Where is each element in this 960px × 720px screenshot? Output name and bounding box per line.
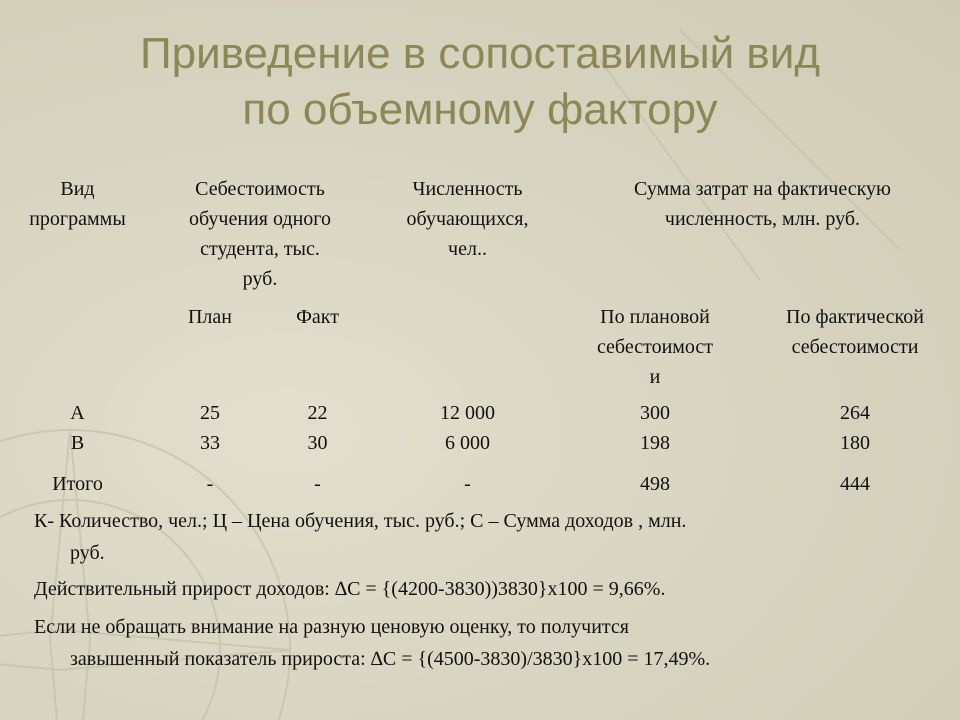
row-fact: 22 [307, 402, 328, 424]
row-type: А [70, 402, 85, 424]
total-sum-fact: 444 [840, 473, 870, 495]
subheader-by-fact-cost: По фактической себестоимости [786, 306, 924, 358]
total-count: - [464, 473, 471, 495]
total-label: Итого [52, 473, 103, 495]
header-student-count: Численность обучающихся, чел.. [406, 178, 529, 260]
title-line-1: Приведение в сопоставимый вид [139, 29, 821, 78]
row-fact: 30 [307, 432, 328, 454]
title-line-2: по объемному фактору [242, 85, 718, 134]
subheader-plan: План [187, 306, 232, 328]
row-sum-fact: 264 [840, 402, 870, 424]
row-count: 12 000 [440, 402, 495, 424]
actual-growth-formula: Действительный прирост доходов: ∆С = {(4200-3830))3830}х100 = 9,66%. [34, 578, 666, 600]
row-sum-plan: 300 [640, 402, 670, 424]
total-sum-plan: 498 [640, 473, 670, 495]
row-sum-fact: 180 [840, 432, 870, 454]
row-plan: 33 [200, 432, 220, 454]
header-program-type: Вид программы [29, 178, 126, 230]
inflated-growth-line-1: Если не обращать внимание на разную ценовую оценку, то получится [34, 616, 629, 638]
header-cost-per-student: Себестоимость обучения одного студента, тыс. руб. [189, 178, 331, 290]
slide-title [0, 26, 960, 138]
total-fact: - [314, 473, 321, 495]
subheader-by-plan-cost: По плановой себестоимост и [596, 306, 714, 388]
legend-line-1: К- Количество, чел.; Ц – Цена обучения, тыс. руб.; С – Сумма доходов , млн. [34, 510, 687, 532]
row-count: 6 000 [445, 432, 490, 454]
row-sum-plan: 198 [640, 432, 670, 454]
total-plan: - [206, 473, 214, 495]
legend-line-2: руб. [70, 542, 105, 564]
subheader-fact: Факт [296, 306, 339, 328]
inflated-growth-line-2: завышенный показатель прироста: ∆С = {(4500-3830)/3830}х100 = 17,49%. [70, 648, 711, 670]
row-plan: 25 [200, 402, 220, 424]
row-type: В [70, 432, 85, 454]
header-total-costs: Сумма затрат на фактическую численность, млн. руб. [634, 178, 891, 230]
